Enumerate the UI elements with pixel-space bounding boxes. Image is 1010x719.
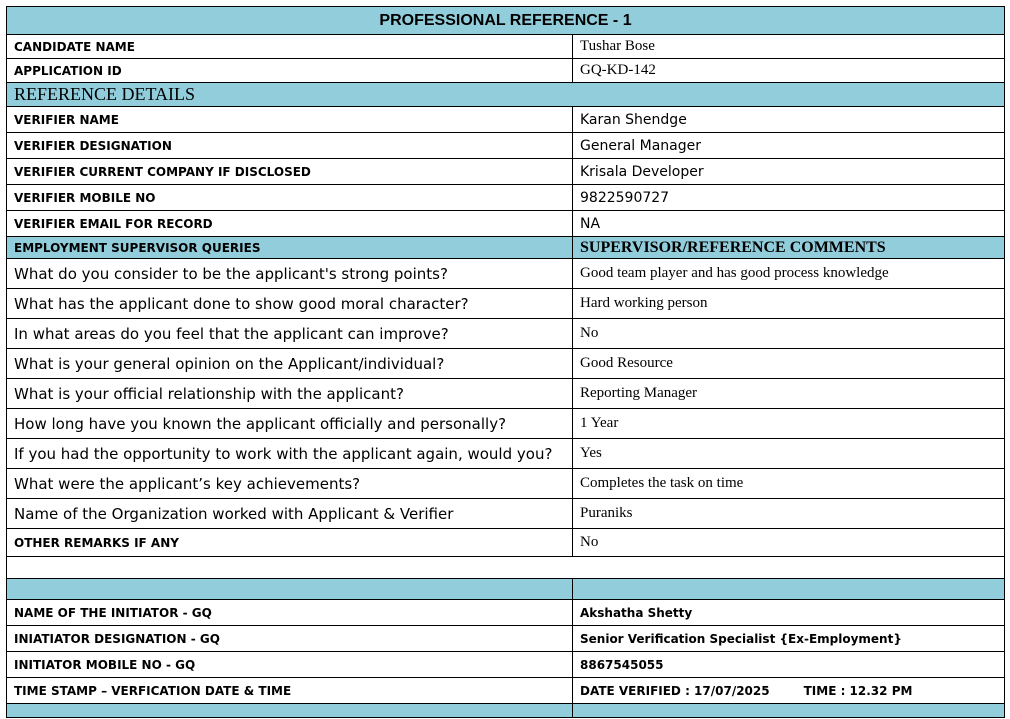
initiator-header-right (573, 579, 1005, 600)
footer-right (573, 704, 1005, 718)
initiator-designation-value: Senior Verification Specialist {Ex-Employment} (573, 626, 1005, 652)
timestamp-label: TIME STAMP – VERFICATION DATE & TIME (7, 678, 573, 704)
query-row (7, 289, 1005, 319)
query-answer: Good Resource (573, 349, 1005, 379)
query-row (7, 319, 1005, 349)
initiator-name-label: NAME OF THE INITIATOR - GQ (7, 600, 573, 626)
reference-form-table (6, 6, 1005, 718)
query-answer: 1 Year (573, 409, 1005, 439)
query-question: What do you consider to be the applicant's strong points? (7, 259, 573, 289)
query-row (7, 439, 1005, 469)
query-row (7, 409, 1005, 439)
spacer-cell (7, 557, 1005, 579)
query-question: If you had the opportunity to work with the applicant again, would you? (7, 439, 573, 469)
query-question: In what areas do you feel that the applicant can improve? (7, 319, 573, 349)
query-answer: Hard working person (573, 289, 1005, 319)
timestamp-row (7, 678, 1005, 704)
query-row (7, 259, 1005, 289)
query-answer: No (573, 319, 1005, 349)
other-remarks-value: No (573, 529, 1005, 557)
verifier-mobile-value: 9822590727 (573, 185, 1005, 211)
query-row (7, 499, 1005, 529)
verifier-company-value: Krisala Developer (573, 159, 1005, 185)
verifier-company-label: VERIFIER CURRENT COMPANY IF DISCLOSED (7, 159, 573, 185)
query-answer: Puraniks (573, 499, 1005, 529)
application-id-value: GQ-KD-142 (573, 59, 1005, 83)
initiator-header-row (7, 579, 1005, 600)
query-question: What is your official relationship with the applicant? (7, 379, 573, 409)
verifier-name-value: Karan Shendge (573, 107, 1005, 133)
verifier-designation-row (7, 133, 1005, 159)
queries-header-row (7, 237, 1005, 259)
query-answer: Good team player and has good process knowledge (573, 259, 1005, 289)
candidate-name-row (7, 35, 1005, 59)
verifier-company-row (7, 159, 1005, 185)
initiator-name-value: Akshatha Shetty (573, 600, 1005, 626)
verifier-designation-value: General Manager (573, 133, 1005, 159)
initiator-designation-label: INIATIATOR DESIGNATION - GQ (7, 626, 573, 652)
queries-header-right: SUPERVISOR/REFERENCE COMMENTS (573, 237, 1005, 259)
query-row (7, 379, 1005, 409)
query-question: What were the applicant’s key achievements? (7, 469, 573, 499)
form-title: PROFESSIONAL REFERENCE - 1 (7, 7, 1005, 35)
initiator-mobile-value: 8867545055 (573, 652, 1005, 678)
footer-left (7, 704, 573, 718)
query-question: What has the applicant done to show good moral character? (7, 289, 573, 319)
footer-row (7, 704, 1005, 718)
query-row (7, 349, 1005, 379)
verifier-mobile-row (7, 185, 1005, 211)
query-answer: Completes the task on time (573, 469, 1005, 499)
spacer-row (7, 557, 1005, 579)
application-id-row (7, 59, 1005, 83)
verified-date: DATE VERIFIED : 17/07/2025 (580, 683, 770, 698)
reference-details-heading: REFERENCE DETAILS (7, 83, 1005, 107)
verifier-designation-label: VERIFIER DESIGNATION (7, 133, 573, 159)
query-row (7, 469, 1005, 499)
verifier-name-label: VERIFIER NAME (7, 107, 573, 133)
application-id-label: APPLICATION ID (7, 59, 573, 83)
candidate-name-value: Tushar Bose (573, 35, 1005, 59)
initiator-designation-row (7, 626, 1005, 652)
verified-time: TIME : 12.32 PM (803, 683, 913, 698)
query-question: How long have you known the applicant officially and personally? (7, 409, 573, 439)
initiator-name-row (7, 600, 1005, 626)
verifier-email-row (7, 211, 1005, 237)
verifier-email-label: VERIFIER EMAIL FOR RECORD (7, 211, 573, 237)
queries-header-left: EMPLOYMENT SUPERVISOR QUERIES (7, 237, 573, 259)
other-remarks-row (7, 529, 1005, 557)
candidate-name-label: CANDIDATE NAME (7, 35, 573, 59)
verifier-name-row (7, 107, 1005, 133)
query-answer: Yes (573, 439, 1005, 469)
initiator-mobile-row (7, 652, 1005, 678)
query-question: What is your general opinion on the Applicant/individual? (7, 349, 573, 379)
verifier-mobile-label: VERIFIER MOBILE NO (7, 185, 573, 211)
verifier-email-value: NA (573, 211, 1005, 237)
query-answer: Reporting Manager (573, 379, 1005, 409)
other-remarks-label: OTHER REMARKS IF ANY (7, 529, 573, 557)
initiator-header-left (7, 579, 573, 600)
initiator-mobile-label: INITIATOR MOBILE NO - GQ (7, 652, 573, 678)
query-question: Name of the Organization worked with Applicant & Verifier (7, 499, 573, 529)
timestamp-value (573, 678, 1005, 704)
